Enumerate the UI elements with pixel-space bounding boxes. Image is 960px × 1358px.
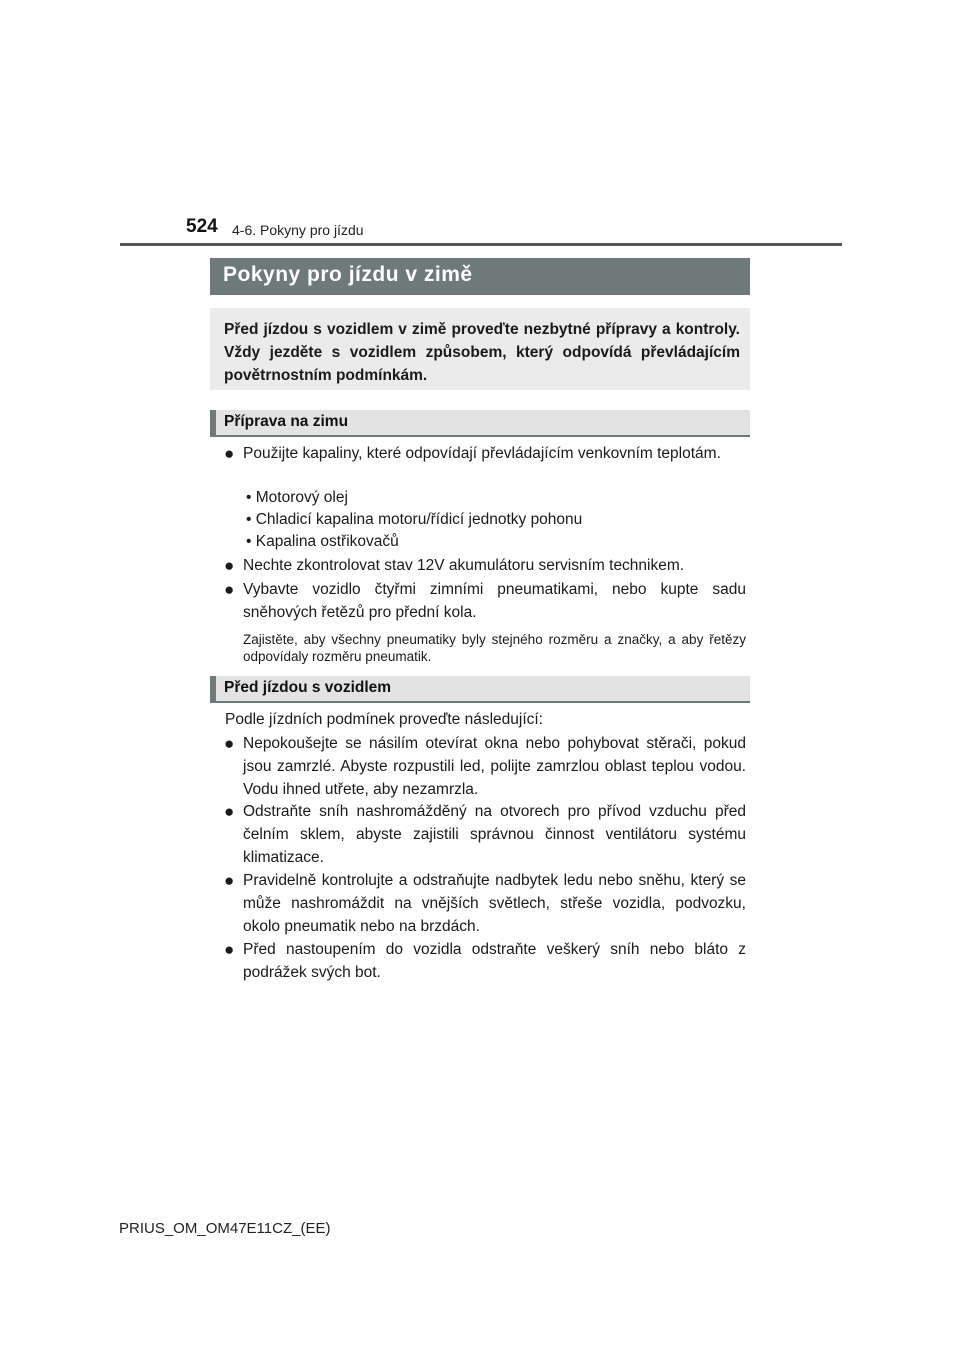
page-number: 524 bbox=[186, 216, 218, 237]
list-item bbox=[224, 938, 746, 984]
list-item bbox=[224, 732, 746, 801]
section-heading-before-driving: Před jízdou s vozidlem bbox=[210, 676, 750, 703]
note-text: Zajistěte, aby všechny pneumatiky byly stejného rozměru a značky, a aby řetězy odpovídaly rozměru pneumatik. bbox=[243, 632, 746, 664]
footer-code: PRIUS_OM_OM47E11CZ_(EE) bbox=[119, 1220, 331, 1237]
list-item-text: Pravidelně kontrolujte a odstraňujte nadbytek ledu nebo sněhu, který se může nashromáždit na vnějších světlech, střeše vozidla, podvozku, okolo pneumatik nebo na brzdách. bbox=[243, 872, 746, 935]
page-title: Pokyny pro jízdu v zimě bbox=[210, 258, 750, 295]
section-reference: 4-6. Pokyny pro jízdu bbox=[232, 222, 364, 238]
list-item-text: Vybavte vozidlo čtyřmi zimními pneumatikami, nebo kupte sadu sněhových řetězů pro přední kola. bbox=[243, 581, 746, 621]
list-item-text: Nepokoušejte se násilím otevírat okna nebo pohybovat stěrači, pokud jsou zamrzlé. Abyste rozpustili led, polijte zamrzlou oblast teplou vodou. Vodu ihned utřete, aby nezamrzla. bbox=[243, 735, 746, 798]
list-item-text: Odstraňte sníh nashromážděný na otvorech pro přívod vzduchu před čelním sklem, abyste zajistili správnou činnost ventilátoru systému klimatizace. bbox=[243, 803, 746, 866]
section-heading-winter-preparation: Příprava na zimu bbox=[210, 410, 750, 437]
list-item bbox=[224, 442, 746, 465]
header-rule bbox=[120, 243, 842, 246]
list-item bbox=[224, 800, 746, 869]
sub-item: • Chladicí kapalina motoru/řídicí jednotky pohonu bbox=[246, 511, 583, 528]
sub-item: • Motorový olej bbox=[246, 489, 348, 506]
bullet-icon: ● bbox=[224, 580, 235, 599]
bullet-icon: ● bbox=[224, 444, 235, 463]
list-item-text: Nechte zkontrolovat stav 12V akumulátoru servisním technikem. bbox=[243, 557, 685, 574]
list-item bbox=[224, 578, 746, 624]
bullet-icon: ● bbox=[224, 940, 235, 959]
intro-box: Před jízdou s vozidlem v zimě proveďte nezbytné přípravy a kontroly. Vždy jezděte s vozidlem způsobem, který odpovídá převládajícím povětrnostním podmínkám. bbox=[210, 308, 750, 390]
list-item-text: Použijte kapaliny, které odpovídají převládajícím venkovním teplotám. bbox=[243, 445, 721, 462]
sub-item: • Kapalina ostřikovačů bbox=[246, 533, 399, 550]
list-item bbox=[224, 869, 746, 938]
bullet-icon: ● bbox=[224, 802, 235, 821]
lead-text: Podle jízdních podmínek proveďte následující: bbox=[225, 711, 543, 728]
bullet-icon: ● bbox=[224, 556, 235, 575]
bullet-icon: ● bbox=[224, 734, 235, 753]
bullet-icon: ● bbox=[224, 871, 235, 890]
list-item-text: Před nastoupením do vozidla odstraňte veškerý sníh nebo bláto z podrážek svých bot. bbox=[243, 941, 746, 981]
list-item bbox=[224, 554, 746, 577]
